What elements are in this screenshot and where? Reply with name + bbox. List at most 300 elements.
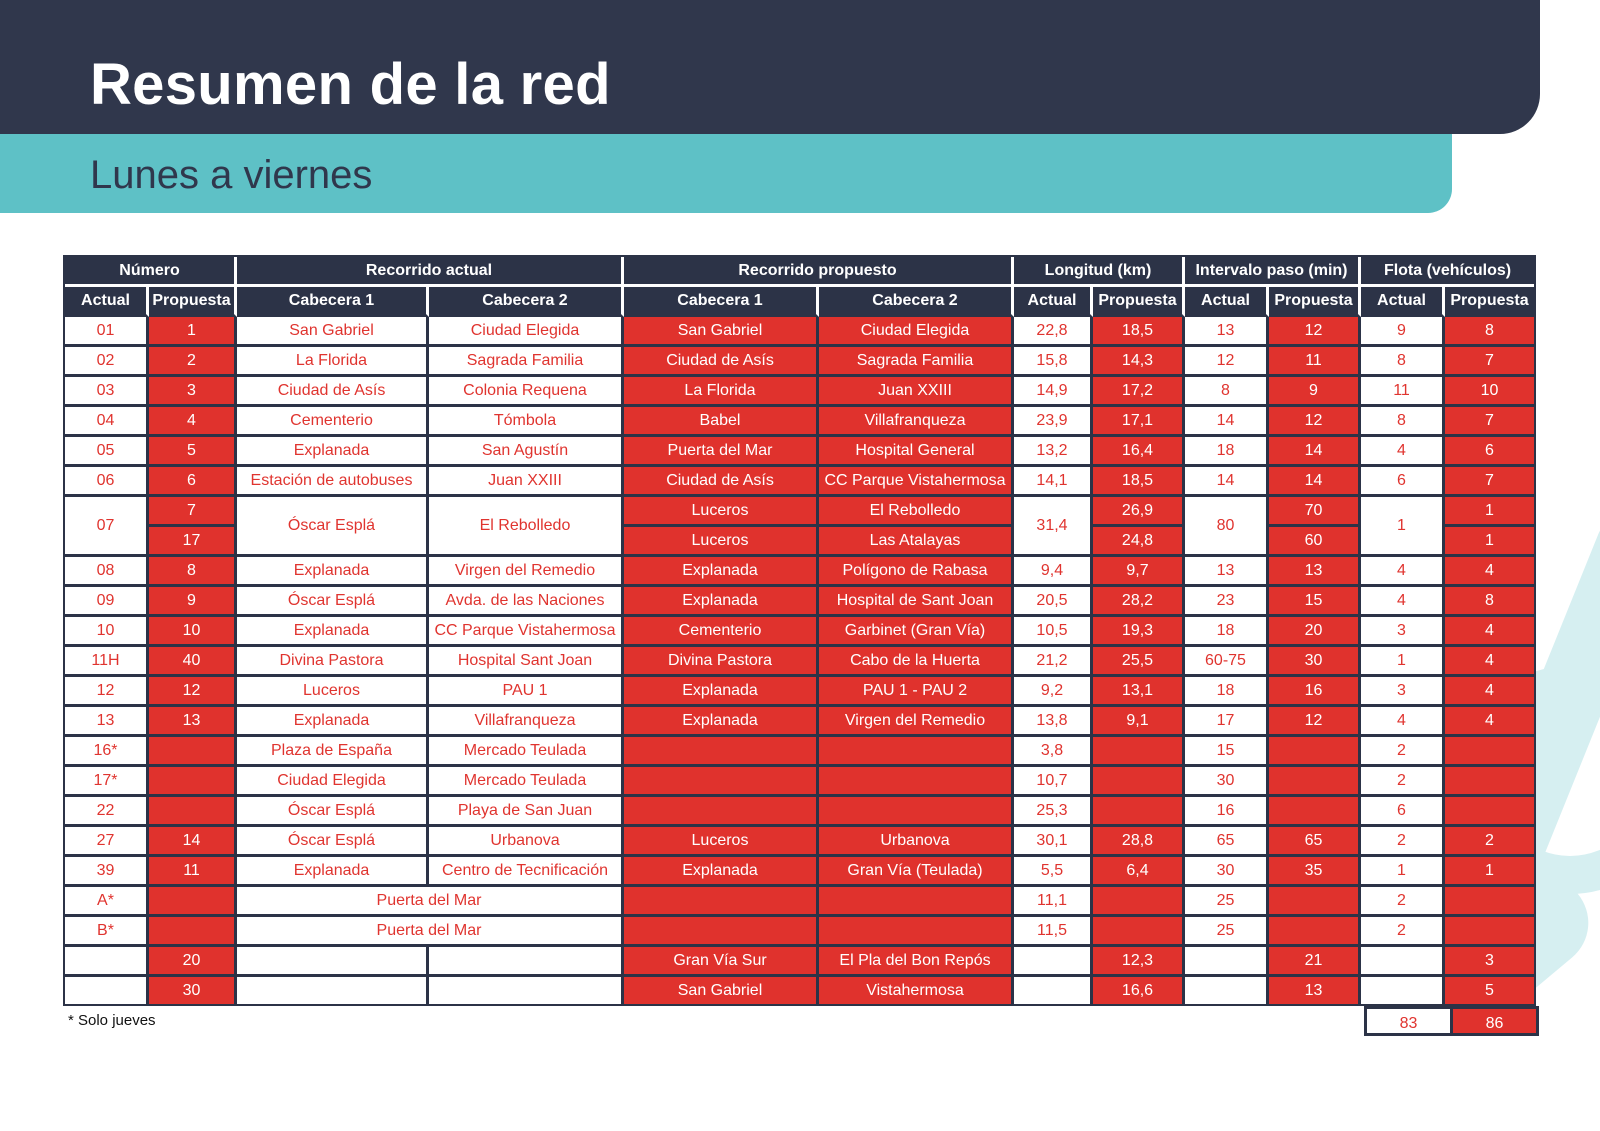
table-cell: 65 (1269, 827, 1361, 857)
table-cell: Cabo de la Huerta (819, 647, 1014, 677)
table-cell: 13 (1269, 977, 1361, 1004)
table-cell: CC Parque Vistahermosa (819, 467, 1014, 497)
table-cell: Mercado Teulada (429, 767, 624, 797)
table-cell (149, 887, 237, 917)
table-cell: 27 (65, 827, 149, 857)
table-cell: Garbinet (Gran Vía) (819, 617, 1014, 647)
table-cell: Plaza de España (237, 737, 429, 767)
table-cell: La Florida (624, 377, 819, 407)
col-header: Actual (1185, 287, 1269, 317)
table-row (65, 917, 1534, 947)
table-cell: 80 (1185, 497, 1269, 557)
table-cell: 9,2 (1014, 677, 1093, 707)
table-row (65, 767, 1534, 797)
table-row (65, 797, 1534, 827)
table-cell: 30 (1185, 857, 1269, 887)
table-cell: 5 (1445, 977, 1534, 1004)
table-cell: 6 (1445, 437, 1534, 467)
table-cell: 31,4 (1014, 497, 1093, 557)
table-cell (1445, 917, 1534, 947)
table-cell: 15 (1269, 587, 1361, 617)
table-cell: 14 (1185, 467, 1269, 497)
table-cell: 20 (149, 947, 237, 977)
table-row (65, 887, 1534, 917)
table-cell: Colonia Requena (429, 377, 624, 407)
table-cell: Explanada (624, 557, 819, 587)
table-cell: 3 (149, 377, 237, 407)
col-header: Actual (1361, 287, 1445, 317)
table-cell: 16 (1269, 677, 1361, 707)
table-cell (149, 767, 237, 797)
table-cell: 8 (1361, 347, 1445, 377)
table-cell (1269, 887, 1361, 917)
table-cell: 15 (1185, 737, 1269, 767)
table-cell: 28,8 (1093, 827, 1185, 857)
table-cell (1093, 737, 1185, 767)
footnote: * Solo jueves (68, 1012, 156, 1029)
table-cell: 30,1 (1014, 827, 1093, 857)
table-cell: 11 (1269, 347, 1361, 377)
table-cell: 7 (149, 497, 237, 527)
table-cell: 10 (149, 617, 237, 647)
table-cell (819, 737, 1014, 767)
table-row (65, 347, 1534, 377)
table-cell: Mercado Teulada (429, 737, 624, 767)
total-flota-propuesta: 86 (1450, 1006, 1539, 1036)
table-cell: 9 (149, 587, 237, 617)
table-cell (65, 977, 149, 1004)
table-cell (1093, 917, 1185, 947)
table-cell (429, 977, 624, 1004)
table-cell (429, 947, 624, 977)
table-cell: 2 (1361, 827, 1445, 857)
table-cell: 30 (1185, 767, 1269, 797)
table-cell (624, 887, 819, 917)
table-cell: 25,3 (1014, 797, 1093, 827)
table-cell: 8 (1445, 317, 1534, 347)
table-cell: 65 (1185, 827, 1269, 857)
table-cell: PAU 1 (429, 677, 624, 707)
table-cell: Villafranqueza (819, 407, 1014, 437)
table-row (65, 377, 1534, 407)
table-row (65, 827, 1534, 857)
table-cell: 9 (1269, 377, 1361, 407)
table-cell: 1 (1445, 857, 1534, 887)
table-cell: 12 (149, 677, 237, 707)
table-cell: 3 (1445, 947, 1534, 977)
table-cell: Puerta del Mar (237, 917, 624, 947)
title-band (0, 0, 1540, 134)
table-cell: 23,9 (1014, 407, 1093, 437)
header-group-row (65, 257, 1534, 287)
table-cell: 13,8 (1014, 707, 1093, 737)
table-cell: 1 (1361, 497, 1445, 557)
col-header: Cabecera 1 (624, 287, 819, 317)
table-cell: 18 (1185, 437, 1269, 467)
table-cell: Sagrada Familia (819, 347, 1014, 377)
table-cell: Gran Vía (Teulada) (819, 857, 1014, 887)
table-cell (1361, 977, 1445, 1004)
col-header: Cabecera 2 (819, 287, 1014, 317)
table-cell (1093, 797, 1185, 827)
table-cell: 4 (1361, 587, 1445, 617)
table-cell: 16* (65, 737, 149, 767)
table-cell: Ciudad de Asís (624, 347, 819, 377)
table-cell: Divina Pastora (624, 647, 819, 677)
table-cell: 39 (65, 857, 149, 887)
table-cell: Virgen del Remedio (819, 707, 1014, 737)
table-cell: Explanada (624, 857, 819, 887)
table-cell: 2 (1361, 767, 1445, 797)
table-cell: 7 (1445, 407, 1534, 437)
table-cell (624, 767, 819, 797)
table-row (65, 857, 1534, 887)
table-cell: 20 (1269, 617, 1361, 647)
table-cell: 03 (65, 377, 149, 407)
table-cell: 2 (1445, 827, 1534, 857)
table-cell: 1 (1445, 527, 1534, 557)
table-cell: 21,2 (1014, 647, 1093, 677)
col-header: Propuesta (1269, 287, 1361, 317)
table-cell: 11H (65, 647, 149, 677)
table-cell: 3,8 (1014, 737, 1093, 767)
table-cell: 04 (65, 407, 149, 437)
table-cell: 12 (1269, 707, 1361, 737)
table-cell: 7 (1445, 347, 1534, 377)
table-cell (1093, 767, 1185, 797)
table-cell: 8 (149, 557, 237, 587)
table-cell (624, 737, 819, 767)
table-cell: 12 (1269, 317, 1361, 347)
table-cell (1269, 737, 1361, 767)
table-cell (1185, 977, 1269, 1004)
table-cell (1185, 947, 1269, 977)
table-cell: Virgen del Remedio (429, 557, 624, 587)
table-cell: B* (65, 917, 149, 947)
table-cell: 16 (1185, 797, 1269, 827)
table-cell: 6,4 (1093, 857, 1185, 887)
table-cell: Hospital Sant Joan (429, 647, 624, 677)
table-cell: 18,5 (1093, 317, 1185, 347)
table-cell (149, 737, 237, 767)
table-cell (1014, 947, 1093, 977)
table-cell: 8 (1361, 407, 1445, 437)
table-cell (65, 947, 149, 977)
table-cell: 18 (1185, 617, 1269, 647)
table-cell: 9,1 (1093, 707, 1185, 737)
table-cell: El Rebolledo (429, 497, 624, 557)
table-cell: Centro de Tecnificación (429, 857, 624, 887)
table-cell: Polígono de Rabasa (819, 557, 1014, 587)
table-cell: 16,4 (1093, 437, 1185, 467)
table-cell: Hospital de Sant Joan (819, 587, 1014, 617)
network-summary-table (63, 255, 1536, 1006)
table-cell: Ciudad de Asís (237, 377, 429, 407)
table-cell: 14 (149, 827, 237, 857)
table-cell: 14,1 (1014, 467, 1093, 497)
table-cell (819, 887, 1014, 917)
table-cell: Óscar Esplá (237, 497, 429, 557)
table-cell: 09 (65, 587, 149, 617)
table-cell: 13 (1185, 557, 1269, 587)
table-cell: 23 (1185, 587, 1269, 617)
table-row (65, 737, 1534, 767)
table-cell: El Pla del Bon Repós (819, 947, 1014, 977)
table-cell (624, 917, 819, 947)
table-row (65, 557, 1534, 587)
table-cell: 6 (1361, 467, 1445, 497)
table-cell: 30 (1269, 647, 1361, 677)
group-intervalo: Intervalo paso (min) (1185, 257, 1361, 287)
table-cell: Avda. de las Naciones (429, 587, 624, 617)
table-cell (819, 797, 1014, 827)
table-cell: Divina Pastora (237, 647, 429, 677)
table-cell: 5 (149, 437, 237, 467)
table-cell: 7 (1445, 467, 1534, 497)
table-cell: 12 (1185, 347, 1269, 377)
table-cell: 14 (1185, 407, 1269, 437)
table-cell: Ciudad Elegida (429, 317, 624, 347)
table-cell: 12 (65, 677, 149, 707)
table-cell: Tómbola (429, 407, 624, 437)
table-cell: Juan XXIII (819, 377, 1014, 407)
table-cell: 05 (65, 437, 149, 467)
header-sub-row (65, 287, 1534, 317)
table-cell: 25 (1185, 887, 1269, 917)
table-cell: 16,6 (1093, 977, 1185, 1004)
table-cell: Explanada (237, 557, 429, 587)
table-cell: 1 (1361, 857, 1445, 887)
group-longitud: Longitud (km) (1014, 257, 1185, 287)
table-cell: Vistahermosa (819, 977, 1014, 1004)
table-cell: 2 (149, 347, 237, 377)
table-cell: 9,7 (1093, 557, 1185, 587)
table-cell: 11 (149, 857, 237, 887)
table-cell: Villafranqueza (429, 707, 624, 737)
table-cell: Ciudad de Asís (624, 467, 819, 497)
table-cell: 10,7 (1014, 767, 1093, 797)
table-cell: Explanada (624, 677, 819, 707)
table-cell: Juan XXIII (429, 467, 624, 497)
table-cell (149, 917, 237, 947)
table-cell: 24,8 (1093, 527, 1185, 557)
table-cell: Babel (624, 407, 819, 437)
table-cell: Explanada (237, 857, 429, 887)
table-cell: 17 (149, 527, 237, 557)
table-row (65, 587, 1534, 617)
table-cell (1269, 797, 1361, 827)
table-cell: Explanada (624, 587, 819, 617)
table-cell: 13,1 (1093, 677, 1185, 707)
table-row (65, 647, 1534, 677)
table-cell: 2 (1361, 737, 1445, 767)
group-numero: Número (65, 257, 237, 287)
table-cell: Las Atalayas (819, 527, 1014, 557)
table-cell (1445, 887, 1534, 917)
table-cell: San Gabriel (624, 317, 819, 347)
table-cell: 13 (149, 707, 237, 737)
table-cell: 1 (149, 317, 237, 347)
table-cell: Cementerio (624, 617, 819, 647)
table-row (65, 677, 1534, 707)
table-cell: Óscar Esplá (237, 587, 429, 617)
table-cell: 14 (1269, 437, 1361, 467)
table-cell: 1 (1445, 497, 1534, 527)
table-cell: Explanada (237, 617, 429, 647)
table-cell: Óscar Esplá (237, 827, 429, 857)
table-cell: Puerta del Mar (624, 437, 819, 467)
table-cell: 13 (1185, 317, 1269, 347)
table-cell: Luceros (624, 497, 819, 527)
table-cell: 4 (1361, 437, 1445, 467)
table-cell: 07 (65, 497, 149, 557)
table-cell: 01 (65, 317, 149, 347)
table-cell: 17 (1185, 707, 1269, 737)
table-cell: 22,8 (1014, 317, 1093, 347)
table-cell: 15,8 (1014, 347, 1093, 377)
table-cell: 26,9 (1093, 497, 1185, 527)
table-cell: 20,5 (1014, 587, 1093, 617)
table-cell: Luceros (237, 677, 429, 707)
table-cell: 4 (1445, 647, 1534, 677)
table-cell: 17,1 (1093, 407, 1185, 437)
group-recorrido-actual: Recorrido actual (237, 257, 624, 287)
table-cell: 2 (1361, 917, 1445, 947)
table-cell: 60 (1269, 527, 1361, 557)
group-flota: Flota (vehículos) (1361, 257, 1534, 287)
table-cell: Hospital General (819, 437, 1014, 467)
table-cell (1445, 737, 1534, 767)
table-cell: 8 (1185, 377, 1269, 407)
col-header: Actual (1014, 287, 1093, 317)
table-cell (1361, 947, 1445, 977)
table-cell: Luceros (624, 827, 819, 857)
table-cell: Ciudad Elegida (819, 317, 1014, 347)
table-cell: 22 (65, 797, 149, 827)
table-cell: 13,2 (1014, 437, 1093, 467)
table-cell: 13 (65, 707, 149, 737)
table-cell: 02 (65, 347, 149, 377)
table-cell: 4 (1445, 677, 1534, 707)
table-cell: 10 (1445, 377, 1534, 407)
table-cell: 11,5 (1014, 917, 1093, 947)
table-row (65, 947, 1534, 977)
table-cell: Explanada (237, 437, 429, 467)
table-row (65, 707, 1534, 737)
table-cell: Playa de San Juan (429, 797, 624, 827)
table-cell: Urbanova (819, 827, 1014, 857)
page-subtitle: Lunes a viernes (90, 153, 373, 197)
table-cell: 35 (1269, 857, 1361, 887)
table-cell (237, 977, 429, 1004)
table-cell: Luceros (624, 527, 819, 557)
table-cell: Explanada (237, 707, 429, 737)
table-cell: Estación de autobuses (237, 467, 429, 497)
table-row (65, 407, 1534, 437)
table-cell: San Agustín (429, 437, 624, 467)
table-cell: 17,2 (1093, 377, 1185, 407)
table-cell: 18 (1185, 677, 1269, 707)
table-cell: Gran Vía Sur (624, 947, 819, 977)
table-cell: 1 (1361, 647, 1445, 677)
table-cell (1269, 917, 1361, 947)
table-cell (624, 797, 819, 827)
table-cell: 9,4 (1014, 557, 1093, 587)
table-cell (237, 947, 429, 977)
table-cell: 2 (1361, 887, 1445, 917)
col-header: Propuesta (1093, 287, 1185, 317)
page-title: Resumen de la red (90, 52, 611, 117)
table-cell (149, 797, 237, 827)
table-cell: 3 (1361, 617, 1445, 647)
table-cell: 13 (1269, 557, 1361, 587)
table-cell: San Gabriel (237, 317, 429, 347)
table-cell (1014, 977, 1093, 1004)
table-cell (1269, 767, 1361, 797)
table-cell: 6 (149, 467, 237, 497)
table-cell: La Florida (237, 347, 429, 377)
total-flota-actual: 83 (1364, 1006, 1450, 1036)
table-cell: 17* (65, 767, 149, 797)
table-cell: 60-75 (1185, 647, 1269, 677)
table-cell: 6 (1361, 797, 1445, 827)
table-cell: El Rebolledo (819, 497, 1014, 527)
table-cell: 18,5 (1093, 467, 1185, 497)
table-cell: 06 (65, 467, 149, 497)
table-cell: 40 (149, 647, 237, 677)
table-cell: Explanada (624, 707, 819, 737)
table-cell: 3 (1361, 677, 1445, 707)
table-cell: 30 (149, 977, 237, 1004)
table-row (65, 317, 1534, 347)
table-cell: 10,5 (1014, 617, 1093, 647)
table-cell: Urbanova (429, 827, 624, 857)
table-cell: 4 (1445, 617, 1534, 647)
table-cell: CC Parque Vistahermosa (429, 617, 624, 647)
table-cell: 4 (1445, 707, 1534, 737)
table-cell: Óscar Esplá (237, 797, 429, 827)
table-cell: PAU 1 - PAU 2 (819, 677, 1014, 707)
table-cell: 9 (1361, 317, 1445, 347)
table-cell: Sagrada Familia (429, 347, 624, 377)
col-header: Cabecera 2 (429, 287, 624, 317)
table-cell: 4 (1361, 707, 1445, 737)
table-cell: 8 (1445, 587, 1534, 617)
table-cell (819, 767, 1014, 797)
table-cell: 25 (1185, 917, 1269, 947)
table-cell: Puerta del Mar (237, 887, 624, 917)
table-cell (1445, 797, 1534, 827)
table-cell: 5,5 (1014, 857, 1093, 887)
table-cell (1445, 767, 1534, 797)
table-cell: 28,2 (1093, 587, 1185, 617)
table-cell: 12,3 (1093, 947, 1185, 977)
table-cell: 4 (1445, 557, 1534, 587)
table-cell: A* (65, 887, 149, 917)
table-cell: 14,3 (1093, 347, 1185, 377)
col-header: Propuesta (1445, 287, 1534, 317)
table-row (65, 977, 1534, 1004)
table-cell: 70 (1269, 497, 1361, 527)
table-cell: Cementerio (237, 407, 429, 437)
col-header: Actual (65, 287, 149, 317)
table-cell: 10 (65, 617, 149, 647)
table-cell: 12 (1269, 407, 1361, 437)
col-header: Cabecera 1 (237, 287, 429, 317)
table-cell: 19,3 (1093, 617, 1185, 647)
group-recorrido-propuesto: Recorrido propuesto (624, 257, 1014, 287)
table-row (65, 617, 1534, 647)
